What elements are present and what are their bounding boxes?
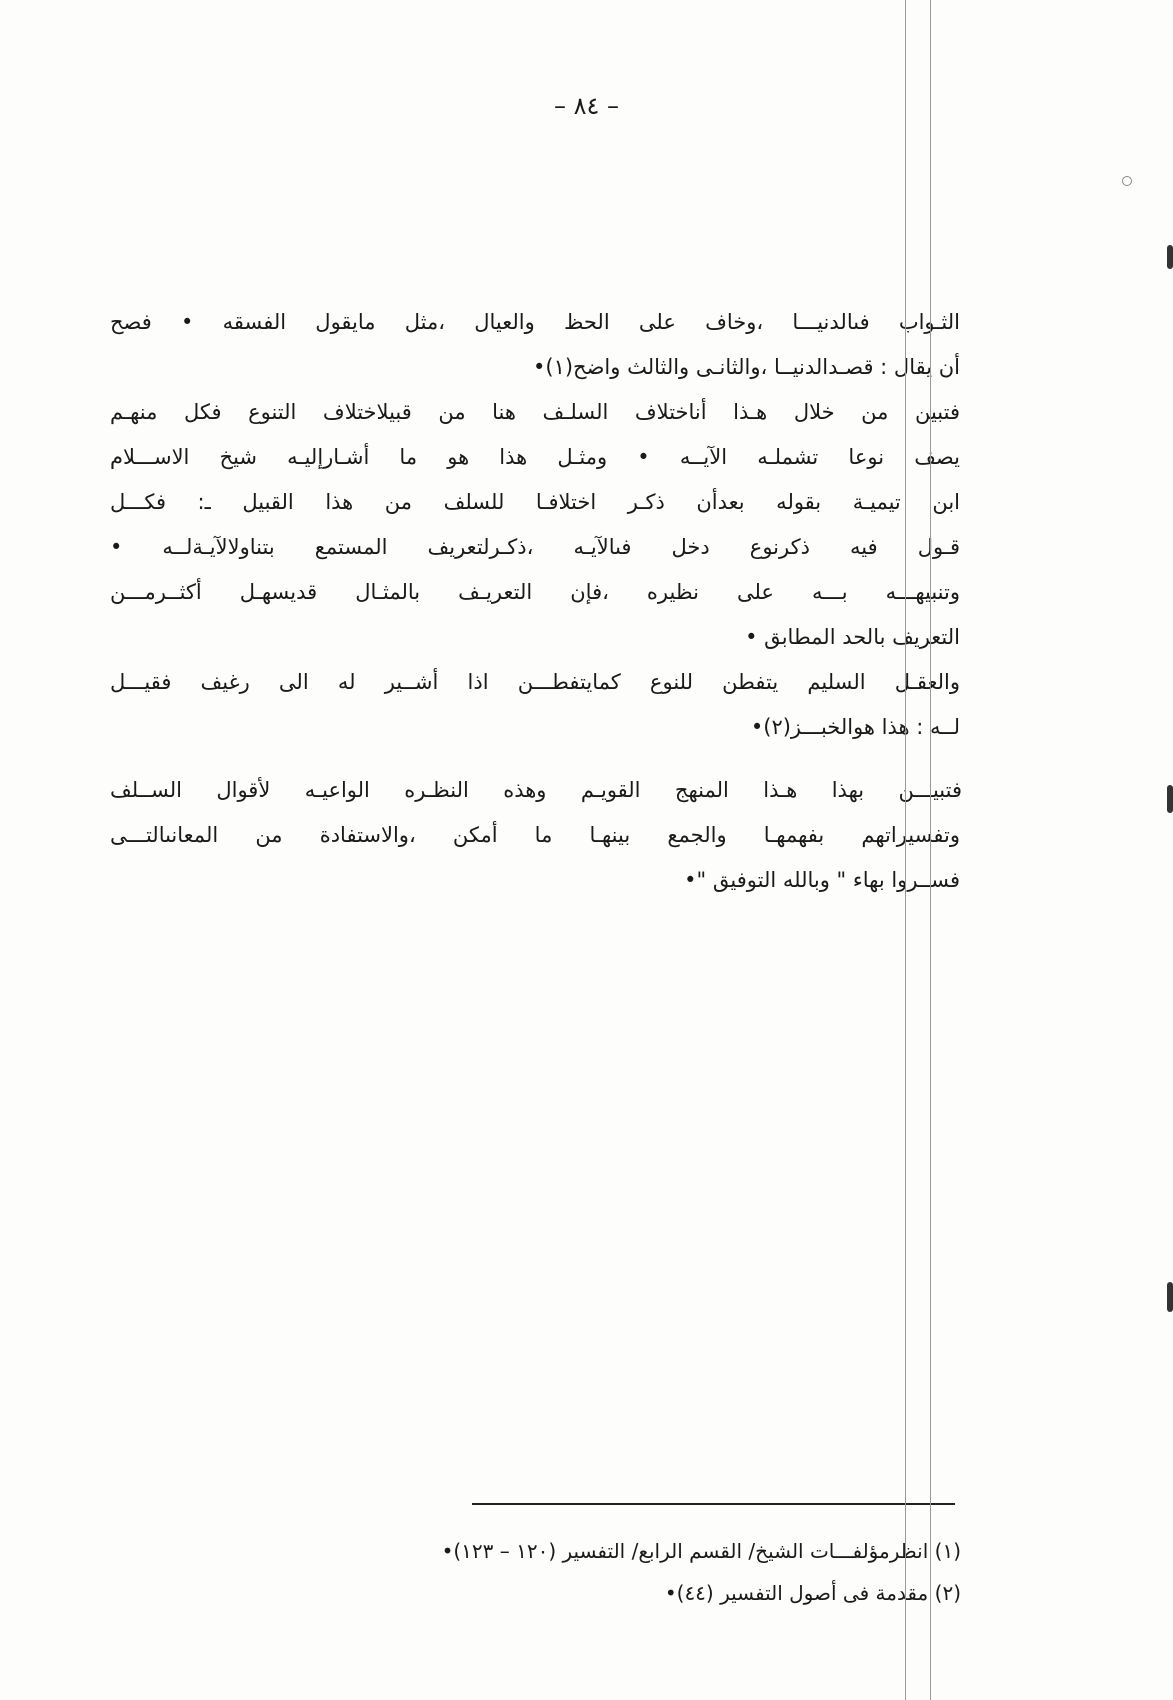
body-line: قـول فيه ذكرنوع دخل فىالآيـه ،ذكـرلتعريف المستمع بتناولالآيـةلــه •	[110, 535, 960, 559]
footnote: (١) انظرمؤلفـــات الشيخ/ القسم الرابع/ التفسير (١٢٠ – ١٢٣)•	[441, 1539, 961, 1563]
footnotes	[241, 1530, 961, 1614]
scan-edge-mark	[1167, 1282, 1173, 1312]
body-line: ابن تيميـة بقوله بعدأن ذكـر اختلافـا للسلف من هذا القبيل ـ: فكـــل	[110, 490, 960, 514]
body-line: وتفسيراتهم بفهمهـا والجمع بينهـا ما أمكن ،والاستفادة من المعانىالتـــى	[110, 823, 960, 847]
scan-artifact-line	[930, 0, 931, 1700]
paragraph-gap	[110, 750, 960, 768]
scan-speck	[1122, 176, 1132, 186]
body-line: والعقـل السليم يتفطن للنوع كمايتفطـــن اذا أشــير له الى رغيف فقيـــل	[110, 670, 960, 694]
body-line: لــه : هذا هوالخبـــز(٢)•	[750, 715, 960, 739]
body-line: التعريف بالحد المطابق •	[745, 625, 960, 649]
scan-edge-mark	[1167, 785, 1173, 813]
body-line: وتنبيهـــه بـــه على نظيره ،فإن التعريـف بالمثـال قديسهـل أكثــرمـــن	[110, 580, 960, 604]
scan-edge-mark	[1167, 245, 1173, 269]
body-line: يصف نوعا تشملـه الآيــه • ومثـل هذا هو ما أشـارإليـه شيخ الاســـلام	[110, 445, 960, 469]
body-text	[110, 300, 960, 903]
footnote: (٢) مقدمة فى أصول التفسير (٤٤)•	[664, 1581, 961, 1605]
footnote-separator	[472, 1503, 955, 1505]
body-line: فتبيـــن بهذا هـذا المنهج القويـم وهذه النظـره الواعيـه لأقوال الســلف	[110, 778, 962, 802]
body-line: فتبين من خلال هـذا أناختلاف السلـف هنا من قبيلاختلاف التنوع فكل منهـم	[110, 400, 960, 424]
body-line: الثـواب فىالدنيـــا ،وخاف على الحظ والعيال ،مثل مايقول الفسقه • فصح	[110, 310, 960, 334]
body-line: أن يقال : قصـدالدنيــا ،والثانـى والثالث واضح(١)•	[532, 355, 960, 379]
body-line: فســروا بهاء " وبالله التوفيق "•	[684, 868, 960, 892]
page-number: – ٨٤ –	[553, 92, 620, 120]
scan-artifact-line	[905, 0, 906, 1700]
